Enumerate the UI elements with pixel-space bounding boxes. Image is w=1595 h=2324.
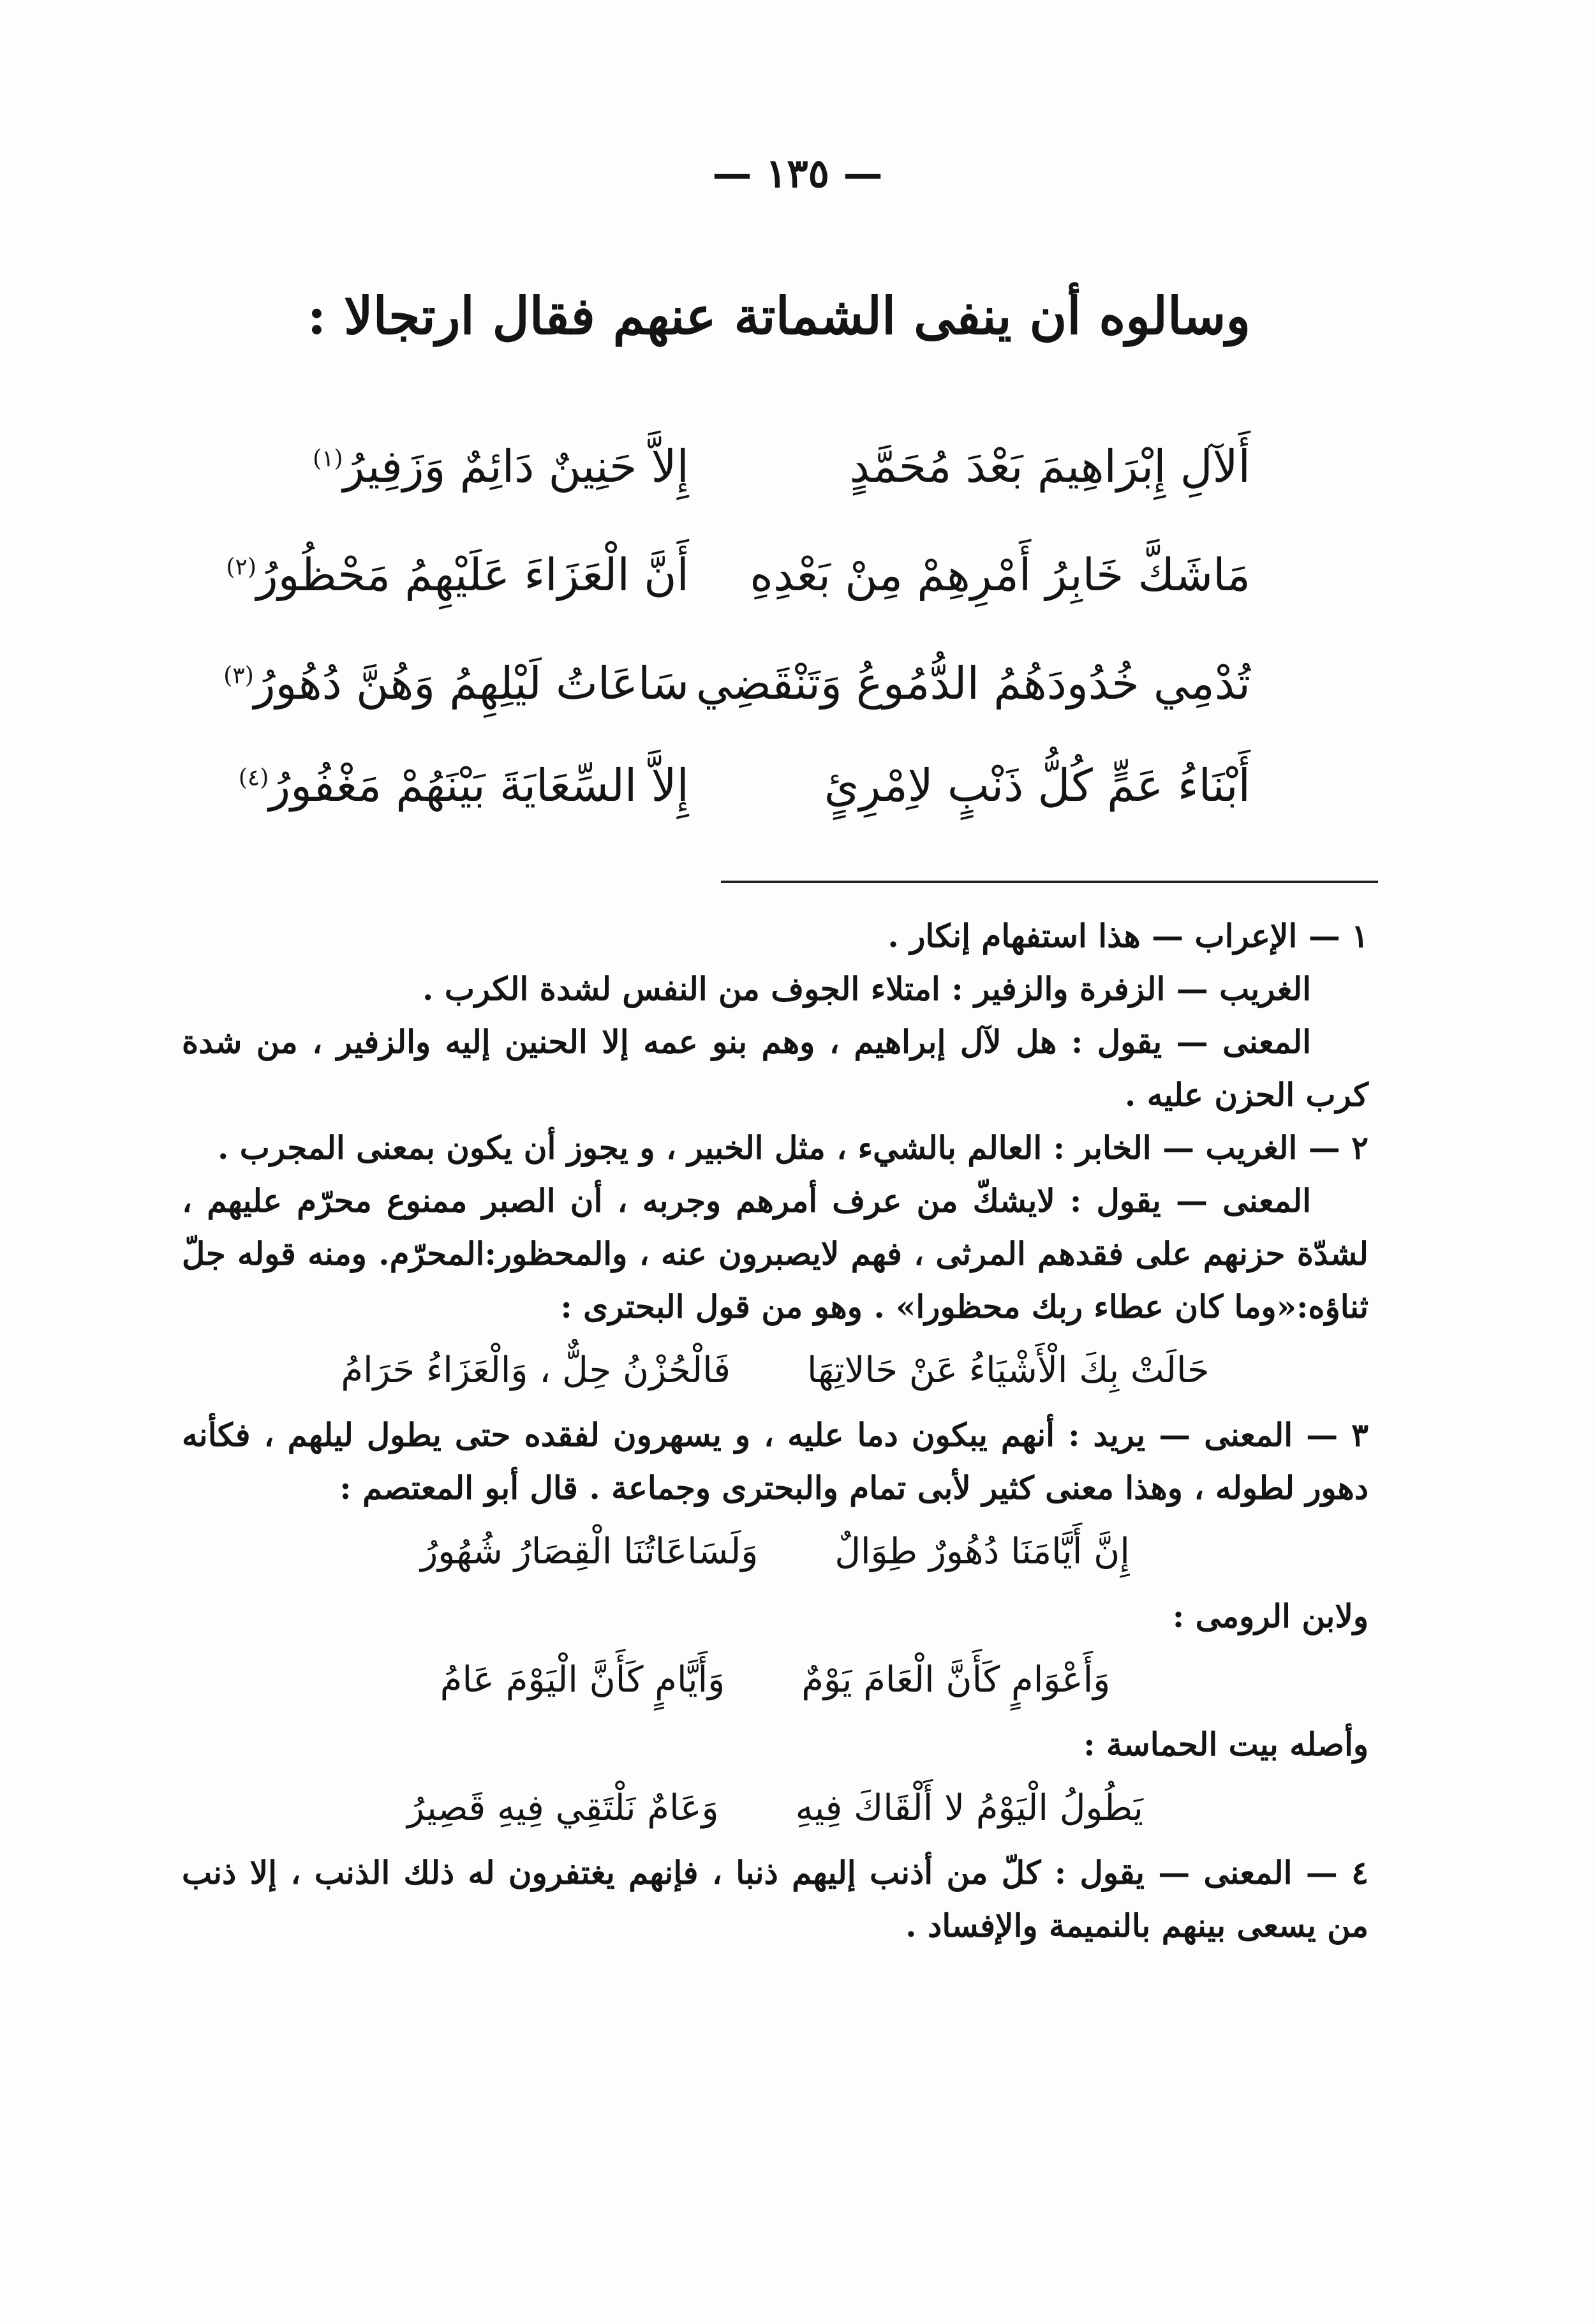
footnote-ref: (٣) bbox=[223, 662, 254, 689]
quoted-verse bbox=[182, 1771, 1369, 1846]
note-paragraph: ٤ — المعنى — يقول : كلّ من أذنب إليهم ذنبا ، فإنهم يغتفرون له ذلك الذنب ، إلا ذنب من يسعى بينهم بالنميمة والإفساد . bbox=[182, 1854, 1369, 1944]
poem-line bbox=[204, 549, 1250, 638]
quoted-verse bbox=[182, 1333, 1369, 1408]
note-line: ولابن الرومى : bbox=[1172, 1597, 1369, 1635]
poem-second-text: أَنَّ الْعَزَاءَ عَلَيْهِمُ مَحْظُورُ bbox=[256, 549, 689, 601]
poem-second-text: إِلاَّ السِّعَايَةَ بَيْنَهُمْ مَغْفُورُ bbox=[269, 759, 689, 812]
poem-first-hemistich: أَبْنَاءُ عَمٍّ كُلُّ ذَنْبٍ لاِمْرِئٍ bbox=[824, 759, 1250, 812]
note-paragraph: ٣ — المعنى — يريد : أنهم يبكون دما عليه ، و يسهرون لفقده حتى يطول ليلهم ، فكأنه دهور لطوله ، وهذا معنى كثير لأبى تمام والبحترى وجماعة . قال أبو المعتصم : bbox=[182, 1416, 1369, 1507]
poem-line bbox=[204, 759, 1250, 849]
poem-first-hemistich: أَلآلِ إِبْرَاهِيمَ بَعْدَ مُحَمَّدٍ bbox=[849, 440, 1250, 493]
verse-first: وَأَعْوَامٍ كَأَنَّ الْعَامَ يَوْمٌ bbox=[801, 1659, 1111, 1701]
page-number: — ١٣٥ — bbox=[712, 150, 883, 197]
footnote-ref: (٢) bbox=[226, 554, 256, 581]
quoted-verse bbox=[182, 1642, 1369, 1718]
poem-second-hemistich bbox=[239, 759, 689, 812]
note-line: الغريب — الزفرة والزفير : امتلاء الجوف من النفس لشدة الكرب . bbox=[422, 970, 1311, 1008]
poem-line bbox=[204, 657, 1250, 747]
verse-second: وَعَامٌ نَلْتَقِي فِيهِ قَصِيرُ bbox=[407, 1787, 719, 1829]
poem-second-hemistich bbox=[223, 657, 689, 710]
poem-first-hemistich: مَاشَكَّ خَابِرُ أَمْرِهِمْ مِنْ بَعْدِهِ bbox=[750, 549, 1250, 601]
note-paragraph: المعنى — يقول : هل لآل إبراهيم ، وهم بنو عمه إلا الحنين إليه والزفير ، من شدة كرب الحزن عليه . bbox=[182, 1023, 1369, 1114]
separator-rule bbox=[721, 881, 1378, 883]
verse-second: وَلَسَاعَاتُنَا الْقِصَارُ شُهُورُ bbox=[420, 1531, 759, 1572]
verse-first: حَالَتْ بِكَ الْأَشْيَاءُ عَنْ حَالاتِهَا bbox=[807, 1350, 1210, 1391]
footnote-ref: (٤) bbox=[238, 764, 269, 791]
poem-line bbox=[204, 440, 1250, 530]
verse-second: فَالْحُزْنُ حِلٌّ ، وَالْعَزَاءُ حَرَامُ bbox=[341, 1350, 731, 1391]
poem-heading: وسالوه أن ينفى الشماتة عنهم فقال ارتجالا : bbox=[307, 286, 1250, 346]
verse-second: وَأَيَّامٍ كَأَنَّ الْيَوْمَ عَامُ bbox=[440, 1659, 725, 1701]
poem-first-hemistich: تُدْمِي خُدُودَهُمُ الدُّمُوعُ وَتَنْقَضِي bbox=[695, 657, 1250, 710]
note-line: ١ — الإعراب — هذا استفهام إنكار . bbox=[887, 917, 1369, 955]
poem-second-text: إِلاَّ حَنِينٌ دَائِمٌ وَزَفِيرُ bbox=[343, 440, 689, 493]
footnote-ref: (١) bbox=[313, 445, 343, 472]
note-line: ٢ — الغريب — الخابر : العالم بالشيء ، مثل الخبير ، و يجوز أن يكون بمعنى المجرب . bbox=[217, 1129, 1369, 1166]
poem-second-hemistich bbox=[313, 440, 689, 493]
verse-first: إِنَّ أَيَّامَنَا دُهُورٌ طِوَالٌ bbox=[835, 1531, 1130, 1572]
quoted-verse bbox=[182, 1514, 1369, 1590]
commentary bbox=[182, 909, 1369, 1952]
note-paragraph: المعنى — يقول : لايشكّ من عرف أمرهم وجربه ، أن الصبر ممنوع محرّم عليهم ، لشدّة حزنهم على فقدهم المرثى ، فهم لايصبرون عنه ، والمحظور:المحرّم. ومنه قوله جلّ ثناؤه:«وما كان عطاء ربك محظورا» . وهو من قول البحترى : bbox=[182, 1182, 1369, 1325]
note-line: وأصله بيت الحماسة : bbox=[1083, 1725, 1369, 1763]
poem-second-hemistich bbox=[226, 549, 689, 601]
poem-second-text: سَاعَاتُ لَيْلِهِمُ وَهُنَّ دُهُورُ bbox=[253, 657, 689, 710]
verse-first: يَطُولُ الْيَوْمُ لا أَلْقَاكَ فِيهِ bbox=[795, 1787, 1143, 1829]
